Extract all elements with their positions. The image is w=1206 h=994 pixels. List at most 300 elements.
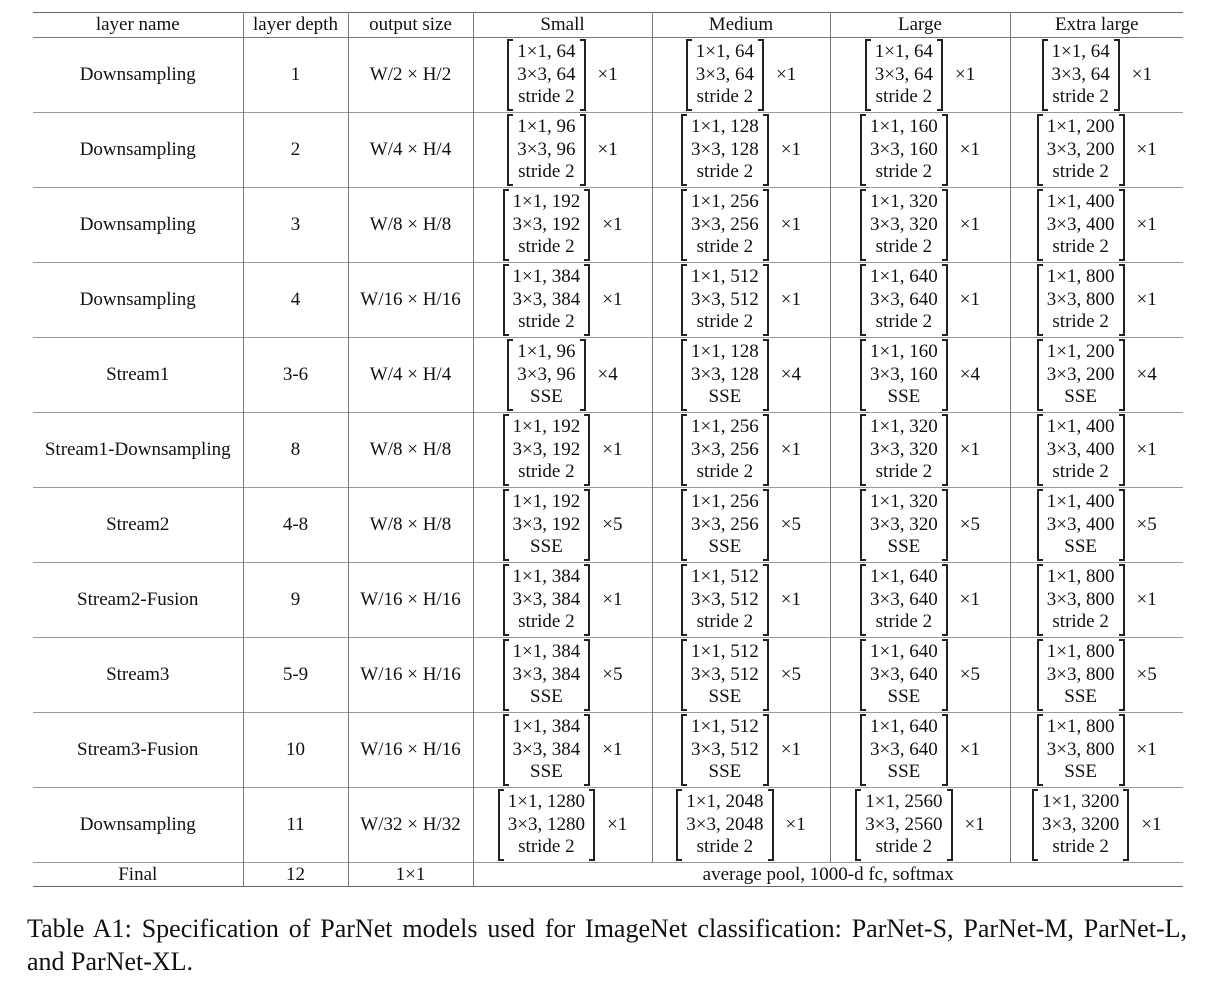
repeat-multiplier: ×1 <box>597 139 618 160</box>
block-spec <box>652 788 830 863</box>
block-line: SSE <box>708 761 742 783</box>
block-group <box>503 491 623 559</box>
output-size: W/4 × H/4 <box>348 338 473 413</box>
block-spec <box>1010 488 1183 563</box>
block-line: 1×1, 64 <box>1051 41 1110 63</box>
block-spec <box>652 413 830 488</box>
block-line: 1×1, 200 <box>1046 116 1115 138</box>
repeat-multiplier: ×1 <box>602 289 623 310</box>
column-header: output size <box>348 13 473 38</box>
repeat-multiplier: ×1 <box>780 289 801 310</box>
repeat-multiplier: ×1 <box>1136 739 1157 760</box>
block-group <box>1037 116 1157 184</box>
layer-depth: 5-9 <box>243 638 348 713</box>
repeat-multiplier: ×1 <box>1136 139 1157 160</box>
repeat-multiplier: ×5 <box>1136 514 1157 535</box>
block-line: 1×1, 2048 <box>686 791 764 813</box>
table-row <box>33 188 1183 263</box>
block-spec <box>473 413 652 488</box>
block-group <box>1037 341 1157 409</box>
block-group <box>507 116 617 184</box>
output-size: W/8 × H/8 <box>348 413 473 488</box>
block-group <box>1037 491 1157 559</box>
block-spec <box>473 263 652 338</box>
bracket-matrix <box>686 41 764 109</box>
block-line: 1×1, 320 <box>870 191 938 213</box>
layer-depth: 8 <box>243 413 348 488</box>
bracket-matrix <box>681 416 769 484</box>
block-line: SSE <box>530 686 563 708</box>
block-group <box>1032 791 1161 859</box>
block-line: stride 2 <box>518 461 575 483</box>
block-spec <box>652 638 830 713</box>
repeat-multiplier: ×1 <box>780 214 801 235</box>
block-line: SSE <box>887 386 921 408</box>
block-group <box>503 191 623 259</box>
block-line: SSE <box>708 536 742 558</box>
block-line: stride 2 <box>1052 836 1109 858</box>
block-line: stride 2 <box>875 161 933 183</box>
block-line: stride 2 <box>875 461 933 483</box>
block-line: 1×1, 1280 <box>507 791 585 813</box>
block-spec <box>652 713 830 788</box>
repeat-multiplier: ×1 <box>1136 589 1157 610</box>
layer-depth: 4-8 <box>243 488 348 563</box>
block-group <box>1037 191 1157 259</box>
block-group <box>503 566 623 634</box>
header-row <box>33 13 1183 38</box>
block-line: 1×1, 640 <box>870 716 938 738</box>
block-line: 3×3, 512 <box>691 738 759 760</box>
table-row <box>33 38 1183 113</box>
layer-depth: 3 <box>243 188 348 263</box>
block-group <box>676 791 805 859</box>
bracket-matrix <box>681 266 769 334</box>
block-spec <box>830 713 1010 788</box>
block-line: 3×3, 320 <box>870 213 938 235</box>
block-line: 3×3, 640 <box>870 663 938 685</box>
block-group <box>681 491 801 559</box>
block-spec <box>1010 188 1183 263</box>
block-line: 3×3, 640 <box>870 738 938 760</box>
bracket-matrix <box>503 716 591 784</box>
block-group <box>503 716 623 784</box>
block-line: 3×3, 800 <box>1046 738 1115 760</box>
output-size: W/16 × H/16 <box>348 638 473 713</box>
bracket-matrix <box>860 116 948 184</box>
block-spec <box>652 113 830 188</box>
block-line: stride 2 <box>875 236 933 258</box>
block-group <box>681 641 801 709</box>
bracket-matrix <box>676 791 773 859</box>
bracket-matrix <box>860 416 948 484</box>
block-line: 3×3, 384 <box>512 663 581 685</box>
bracket-matrix <box>1032 791 1129 859</box>
block-line: stride 2 <box>696 611 754 633</box>
block-group <box>681 716 801 784</box>
repeat-multiplier: ×5 <box>959 664 980 685</box>
block-line: stride 2 <box>696 161 754 183</box>
block-line: 3×3, 128 <box>691 138 759 160</box>
repeat-multiplier: ×4 <box>780 364 801 385</box>
block-group <box>681 116 801 184</box>
block-spec <box>1010 638 1183 713</box>
column-header: Small <box>473 13 652 38</box>
block-line: 1×1, 640 <box>870 641 938 663</box>
block-line: 3×3, 384 <box>512 288 581 310</box>
block-line: stride 2 <box>875 836 933 858</box>
block-spec <box>1010 38 1183 113</box>
block-spec <box>652 563 830 638</box>
repeat-multiplier: ×1 <box>780 589 801 610</box>
table-row <box>33 788 1183 863</box>
repeat-multiplier: ×5 <box>780 514 801 535</box>
block-group <box>860 416 980 484</box>
block-line: 3×3, 640 <box>870 288 938 310</box>
block-spec <box>1010 713 1183 788</box>
output-size: W/16 × H/16 <box>348 263 473 338</box>
block-spec <box>473 488 652 563</box>
block-line: 3×3, 400 <box>1046 438 1115 460</box>
bracket-matrix <box>507 41 585 109</box>
block-spec <box>473 788 652 863</box>
layer-name: Stream2 <box>33 488 243 563</box>
block-line: 3×3, 64 <box>1051 63 1110 85</box>
block-spec <box>652 263 830 338</box>
block-line: SSE <box>1064 761 1098 783</box>
bracket-matrix <box>498 791 595 859</box>
bracket-matrix <box>860 641 948 709</box>
table-body <box>33 38 1183 887</box>
layer-name: Stream3-Fusion <box>33 713 243 788</box>
repeat-multiplier: ×5 <box>959 514 980 535</box>
layer-depth: 1 <box>243 38 348 113</box>
table-row <box>33 563 1183 638</box>
layer-depth: 11 <box>243 788 348 863</box>
block-line: 1×1, 192 <box>512 491 581 513</box>
block-group <box>860 491 980 559</box>
block-line: 3×3, 512 <box>691 288 759 310</box>
column-header: layer depth <box>243 13 348 38</box>
repeat-multiplier: ×5 <box>780 664 801 685</box>
repeat-multiplier: ×1 <box>607 814 628 835</box>
block-group <box>860 191 980 259</box>
column-header: Medium <box>652 13 830 38</box>
repeat-multiplier: ×4 <box>597 364 618 385</box>
block-line: 1×1, 3200 <box>1042 791 1120 813</box>
block-group <box>507 41 617 109</box>
block-group <box>855 791 984 859</box>
block-line: SSE <box>530 386 563 408</box>
block-line: 3×3, 96 <box>517 138 576 160</box>
block-line: 3×3, 160 <box>870 138 938 160</box>
block-line: stride 2 <box>518 236 575 258</box>
output-size: W/16 × H/16 <box>348 713 473 788</box>
repeat-multiplier: ×1 <box>776 64 797 85</box>
block-group <box>1037 266 1157 334</box>
block-spec <box>830 113 1010 188</box>
repeat-multiplier: ×1 <box>959 139 980 160</box>
block-line: stride 2 <box>696 836 754 858</box>
block-line: 1×1, 200 <box>1046 341 1115 363</box>
bracket-matrix <box>1037 566 1125 634</box>
block-line: 1×1, 128 <box>691 116 759 138</box>
block-line: 1×1, 96 <box>517 116 576 138</box>
column-header: Extra large <box>1010 13 1183 38</box>
bracket-matrix <box>681 341 769 409</box>
bracket-matrix <box>1037 716 1125 784</box>
bracket-matrix <box>681 716 769 784</box>
repeat-multiplier: ×1 <box>597 64 618 85</box>
block-group <box>1037 416 1157 484</box>
block-group <box>498 791 627 859</box>
block-line: 3×3, 192 <box>512 213 581 235</box>
block-spec <box>830 263 1010 338</box>
block-line: 1×1, 2560 <box>865 791 943 813</box>
repeat-multiplier: ×1 <box>602 589 623 610</box>
bracket-matrix <box>1037 191 1125 259</box>
bracket-matrix <box>503 416 591 484</box>
block-line: SSE <box>1064 536 1098 558</box>
block-line: 3×3, 400 <box>1046 213 1115 235</box>
block-line: 1×1, 384 <box>512 266 581 288</box>
block-line: 3×3, 2560 <box>865 813 943 835</box>
block-line: SSE <box>530 536 563 558</box>
block-line: 1×1, 160 <box>870 116 938 138</box>
repeat-multiplier: ×1 <box>1136 289 1157 310</box>
block-spec <box>830 188 1010 263</box>
block-line: 1×1, 384 <box>512 566 581 588</box>
block-line: 3×3, 256 <box>691 513 759 535</box>
column-header: Large <box>830 13 1010 38</box>
table-caption: Table A1: Specification of ParNet models used for ImageNet classification: ParNet-S, ParNet-M, ParNet-L, and ParNet-XL. <box>27 914 1187 976</box>
bracket-matrix <box>855 791 952 859</box>
block-line: 3×3, 2048 <box>686 813 764 835</box>
block-spec <box>830 638 1010 713</box>
final-row <box>33 863 1183 887</box>
repeat-multiplier: ×1 <box>959 589 980 610</box>
block-group <box>860 116 980 184</box>
block-spec <box>1010 113 1183 188</box>
block-group <box>860 716 980 784</box>
block-line: stride 2 <box>696 461 754 483</box>
block-line: stride 2 <box>518 86 575 108</box>
table-row <box>33 263 1183 338</box>
block-group <box>503 266 623 334</box>
block-line: stride 2 <box>696 86 754 108</box>
block-line: 3×3, 800 <box>1046 588 1115 610</box>
block-group <box>681 416 801 484</box>
layer-depth: 2 <box>243 113 348 188</box>
block-line: stride 2 <box>1052 236 1109 258</box>
block-line: 3×3, 96 <box>517 363 576 385</box>
block-line: 3×3, 256 <box>691 213 759 235</box>
bracket-matrix <box>681 191 769 259</box>
table-row <box>33 338 1183 413</box>
bracket-matrix <box>681 116 769 184</box>
block-line: 1×1, 256 <box>691 491 759 513</box>
bracket-matrix <box>503 641 591 709</box>
block-line: stride 2 <box>518 161 575 183</box>
block-line: 1×1, 256 <box>691 191 759 213</box>
block-line: 3×3, 256 <box>691 438 759 460</box>
block-line: 1×1, 192 <box>512 191 581 213</box>
block-spec <box>652 188 830 263</box>
table-row <box>33 113 1183 188</box>
block-line: 3×3, 640 <box>870 588 938 610</box>
block-line: 1×1, 320 <box>870 491 938 513</box>
block-line: 3×3, 64 <box>517 63 576 85</box>
repeat-multiplier: ×1 <box>955 64 976 85</box>
layer-name: Downsampling <box>33 38 243 113</box>
block-group <box>860 566 980 634</box>
block-line: 1×1, 320 <box>870 416 938 438</box>
block-group <box>1037 716 1157 784</box>
block-spec <box>1010 413 1183 488</box>
bracket-matrix <box>507 116 585 184</box>
block-line: 1×1, 400 <box>1046 191 1115 213</box>
block-spec <box>473 113 652 188</box>
output-size: 1×1 <box>348 863 473 887</box>
block-line: 1×1, 800 <box>1046 566 1115 588</box>
bracket-matrix <box>507 341 585 409</box>
layer-depth: 9 <box>243 563 348 638</box>
block-line: 3×3, 200 <box>1046 138 1115 160</box>
block-line: 1×1, 400 <box>1046 416 1115 438</box>
block-line: 1×1, 64 <box>695 41 754 63</box>
bracket-matrix <box>860 341 948 409</box>
block-spec <box>473 38 652 113</box>
table-row <box>33 638 1183 713</box>
block-line: 1×1, 640 <box>870 566 938 588</box>
block-group <box>507 341 617 409</box>
block-group <box>686 41 796 109</box>
layer-depth: 12 <box>243 863 348 887</box>
block-line: 1×1, 256 <box>691 416 759 438</box>
block-line: 3×3, 200 <box>1046 363 1115 385</box>
block-spec <box>473 713 652 788</box>
block-group <box>860 641 980 709</box>
block-spec <box>1010 263 1183 338</box>
block-line: SSE <box>887 536 921 558</box>
block-line: 3×3, 400 <box>1046 513 1115 535</box>
repeat-multiplier: ×5 <box>602 514 623 535</box>
block-spec <box>1010 788 1183 863</box>
bracket-matrix <box>1042 41 1120 109</box>
block-spec <box>830 488 1010 563</box>
block-spec <box>1010 338 1183 413</box>
block-line: stride 2 <box>696 311 754 333</box>
block-group <box>860 341 980 409</box>
block-line: stride 2 <box>875 311 933 333</box>
block-group <box>1037 641 1157 709</box>
bracket-matrix <box>860 191 948 259</box>
block-line: 1×1, 512 <box>691 566 759 588</box>
repeat-multiplier: ×1 <box>1136 439 1157 460</box>
block-line: 1×1, 800 <box>1046 641 1115 663</box>
block-group <box>865 41 975 109</box>
output-size: W/16 × H/16 <box>348 563 473 638</box>
bracket-matrix <box>681 566 769 634</box>
bracket-matrix <box>1037 266 1125 334</box>
bracket-matrix <box>860 716 948 784</box>
output-size: W/32 × H/32 <box>348 788 473 863</box>
block-line: 3×3, 1280 <box>507 813 585 835</box>
block-line: stride 2 <box>1052 611 1109 633</box>
block-line: 3×3, 800 <box>1046 288 1115 310</box>
block-line: 3×3, 3200 <box>1042 813 1120 835</box>
repeat-multiplier: ×1 <box>959 289 980 310</box>
layer-depth: 10 <box>243 713 348 788</box>
repeat-multiplier: ×1 <box>959 739 980 760</box>
block-line: 1×1, 384 <box>512 641 581 663</box>
layer-name: Downsampling <box>33 113 243 188</box>
block-line: 3×3, 192 <box>512 513 581 535</box>
block-spec <box>830 413 1010 488</box>
block-spec <box>830 788 1010 863</box>
block-spec <box>473 188 652 263</box>
block-line: 3×3, 64 <box>874 63 933 85</box>
block-spec <box>830 563 1010 638</box>
block-group <box>681 341 801 409</box>
block-group <box>1042 41 1152 109</box>
layer-name: Downsampling <box>33 188 243 263</box>
repeat-multiplier: ×1 <box>1141 814 1162 835</box>
block-group <box>503 416 623 484</box>
block-line: 3×3, 128 <box>691 363 759 385</box>
repeat-multiplier: ×1 <box>780 739 801 760</box>
block-line: stride 2 <box>518 311 575 333</box>
table-row <box>33 713 1183 788</box>
block-line: 1×1, 64 <box>517 41 576 63</box>
block-line: 3×3, 384 <box>512 738 581 760</box>
block-line: 3×3, 160 <box>870 363 938 385</box>
block-line: 3×3, 800 <box>1046 663 1115 685</box>
block-line: 3×3, 192 <box>512 438 581 460</box>
block-line: 1×1, 64 <box>874 41 933 63</box>
block-line: 1×1, 512 <box>691 716 759 738</box>
block-line: 3×3, 64 <box>695 63 754 85</box>
layer-depth: 3-6 <box>243 338 348 413</box>
block-line: 1×1, 512 <box>691 641 759 663</box>
bracket-matrix <box>503 491 591 559</box>
layer-name: Stream1-Downsampling <box>33 413 243 488</box>
repeat-multiplier: ×1 <box>780 439 801 460</box>
table-row <box>33 413 1183 488</box>
repeat-multiplier: ×1 <box>959 439 980 460</box>
block-spec <box>652 338 830 413</box>
block-spec <box>830 338 1010 413</box>
column-header: layer name <box>33 13 243 38</box>
bracket-matrix <box>1037 116 1125 184</box>
repeat-multiplier: ×1 <box>780 139 801 160</box>
block-group <box>681 191 801 259</box>
block-line: SSE <box>708 686 742 708</box>
block-line: SSE <box>887 761 921 783</box>
block-line: 1×1, 800 <box>1046 716 1115 738</box>
block-spec <box>652 38 830 113</box>
block-line: SSE <box>1064 386 1098 408</box>
block-line: stride 2 <box>1052 86 1109 108</box>
block-line: 1×1, 384 <box>512 716 581 738</box>
block-line: SSE <box>530 761 563 783</box>
output-size: W/4 × H/4 <box>348 113 473 188</box>
bracket-matrix <box>1037 641 1125 709</box>
block-line: SSE <box>1064 686 1098 708</box>
block-group <box>860 266 980 334</box>
block-line: 1×1, 400 <box>1046 491 1115 513</box>
block-group <box>503 641 623 709</box>
